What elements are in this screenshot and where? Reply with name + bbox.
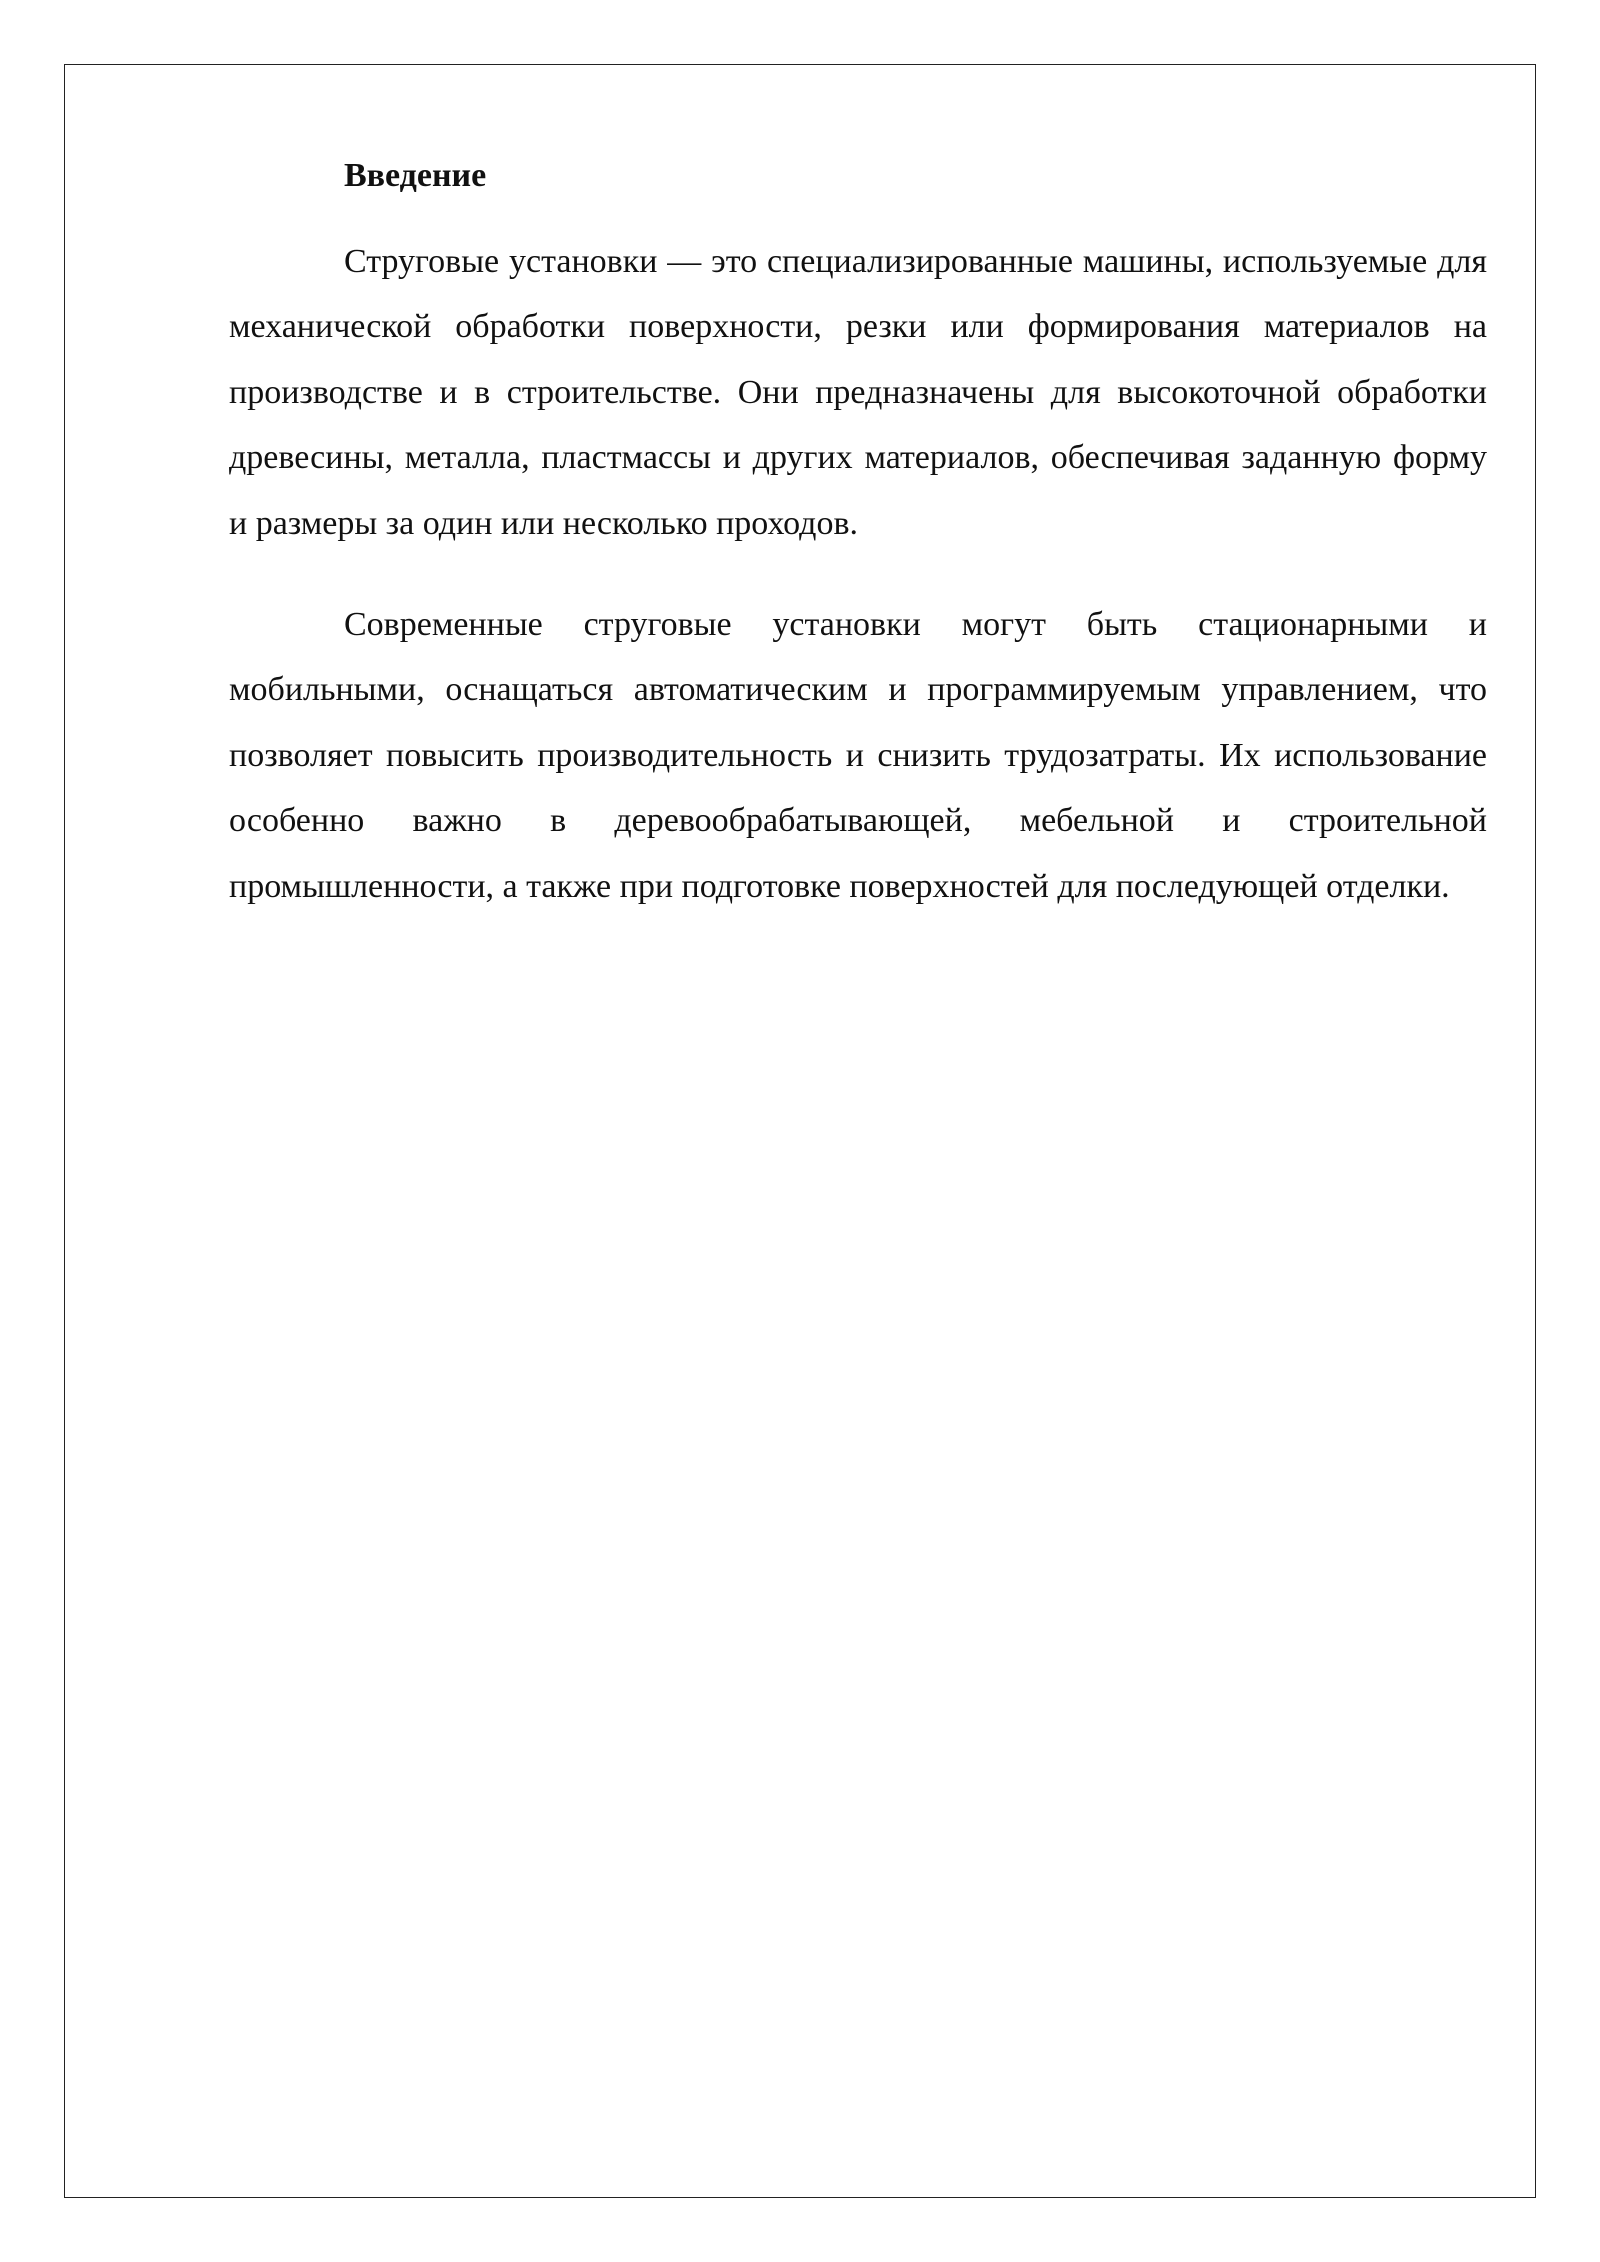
document-body [229, 145, 1487, 955]
paragraph-1: Струговые установки — это специализированные машины, используемые для механической обработки поверхности, резки или формирования материалов на производстве и в строительстве. Они предназначены для высокоточной обработки древесины, металла, пластмассы и других материалов, обеспечивая заданную форму и размеры за один или несколько проходов. [229, 243, 1487, 542]
section-heading: Введение [344, 157, 487, 194]
paragraph-2: Современные струговые установки могут быть стационарными и мобильными, оснащаться автоматическим и программируемым управлением, что позволяет повысить производительность и снизить трудозатраты. Их использование особенно важно в деревообрабатывающей, мебельной и строительной промышленности, а также при подготовке поверхностей для последующей отделки. [229, 606, 1487, 905]
